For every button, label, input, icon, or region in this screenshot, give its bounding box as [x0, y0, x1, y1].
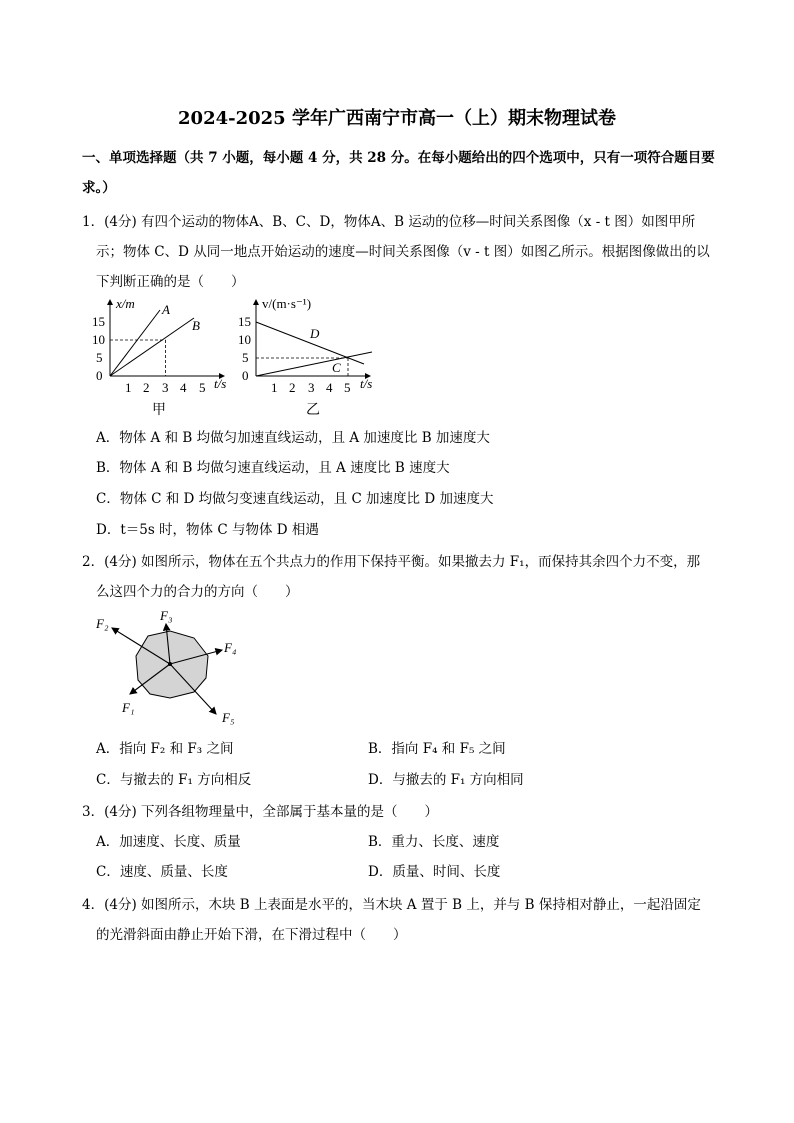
yi-ylabel: v/(m·s⁻¹) — [262, 296, 312, 311]
q2-option-d[interactable]: D．与撤去的 F₁ 方向相同 — [368, 772, 524, 788]
yi-xtick-1: 1 — [271, 380, 278, 395]
q1-option-a[interactable]: A．物体 A 和 B 均做匀加速直线运动，且 A 加速度比 B 加速度大 — [96, 430, 490, 446]
jia-line-a — [110, 310, 160, 376]
yi-ytick-15: 15 — [238, 314, 251, 329]
q1-stem-line1: 1．(4分) 有四个运动的物体A、B、C、D，物体A、B 运动的位移—时间关系图像（x - t 图）如图甲所 — [82, 214, 696, 230]
yi-xtick-2: 2 — [289, 380, 296, 395]
q2-stem-line1: 2．(4分) 如图所示，物体在五个共点力的作用下保持平衡。如果撤去力 F₁，而保持其余四个力不变，那 — [82, 554, 701, 570]
jia-ytick-0: 0 — [96, 368, 103, 383]
yi-line-c — [256, 352, 372, 376]
graph-jia — [88, 296, 248, 418]
force-f4-label: F₄ — [224, 640, 237, 655]
force-f1-label: F₁ — [122, 700, 135, 715]
yi-caption: 乙 — [306, 403, 320, 418]
jia-caption: 甲 — [152, 403, 166, 418]
q2-option-b[interactable]: B．指向 F₄ 和 F₅ 之间 — [368, 741, 506, 757]
yi-ytick-10: 10 — [238, 332, 251, 347]
q3-option-a[interactable]: A．加速度、长度、质量 — [96, 834, 241, 850]
q4-stem-line2: 的光滑斜面由静止开始下滑，在下滑过程中（ ） — [96, 927, 407, 943]
page-title: 2024-2025 学年广西南宁市高一（上）期末物理试卷 — [178, 108, 616, 129]
yi-ytick-0: 0 — [242, 368, 249, 383]
section-heading: 一、单项选择题（共 7 小题，每小题 4 分，共 28 分。在每小题给出的四个选项中，只有一项符合题目要 — [82, 150, 715, 166]
yi-xlabel: t/s — [360, 376, 373, 391]
jia-xtick-1: 1 — [125, 380, 132, 395]
yi-xtick-3: 3 — [308, 380, 315, 395]
jia-ytick-15: 15 — [92, 314, 105, 329]
jia-ytick-5: 5 — [96, 350, 103, 365]
q3-option-d[interactable]: D．质量、时间、长度 — [368, 864, 501, 880]
yi-label-c: C — [332, 360, 341, 375]
yi-xtick-4: 4 — [326, 380, 333, 395]
section-heading-cont: 求。） — [82, 180, 116, 196]
q1-option-d[interactable]: D．t＝5s 时，物体 C 与物体 D 相遇 — [96, 522, 319, 538]
force-diagram — [90, 606, 250, 728]
jia-label-b: B — [192, 318, 200, 333]
action-point — [168, 662, 172, 666]
jia-xtick-3: 3 — [162, 380, 169, 395]
q4-stem-line1: 4．(4分) 如图所示，木块 B 上表面是水平的，当木块 A 置于 B 上，并与 B 保持相对静止，一起沿固定 — [82, 897, 701, 913]
yi-xtick-5: 5 — [344, 380, 351, 395]
q2-stem-line2: 么这四个力的合力的方向（ ） — [96, 584, 299, 600]
q2-option-a[interactable]: A．指向 F₂ 和 F₃ 之间 — [96, 741, 234, 757]
q1-stem-line2: 示；物体 C、D 从同一地点开始运动的速度—时间关系图像（v - t 图）如图乙所示。根据图像做出的以 — [96, 244, 710, 260]
q3-stem: 3．(4分) 下列各组物理量中，全部属于基本量的是（ ） — [82, 804, 439, 820]
jia-xtick-4: 4 — [180, 380, 187, 395]
force-f5-label: F₅ — [222, 710, 235, 725]
yi-label-d: D — [310, 326, 320, 341]
q3-option-c[interactable]: C．速度、质量、长度 — [96, 864, 228, 880]
jia-xtick-5: 5 — [199, 380, 206, 395]
jia-xtick-2: 2 — [143, 380, 150, 395]
yi-ytick-5: 5 — [242, 350, 249, 365]
q1-stem-line3: 下判断正确的是（ ） — [96, 274, 245, 290]
q3-option-b[interactable]: B．重力、长度、速度 — [368, 834, 500, 850]
q1-option-b[interactable]: B．物体 A 和 B 均做匀速直线运动，且 A 速度比 B 速度大 — [96, 460, 450, 476]
force-f2-label: F₂ — [96, 616, 109, 631]
q2-option-c[interactable]: C．与撤去的 F₁ 方向相反 — [96, 772, 252, 788]
jia-label-a: A — [162, 302, 170, 317]
jia-line-b — [110, 318, 194, 376]
jia-ylabel: x/m — [116, 296, 135, 311]
jia-xlabel: t/s — [214, 376, 227, 391]
object-body — [136, 631, 208, 698]
force-f3-label: F₃ — [160, 608, 173, 623]
q1-option-c[interactable]: C．物体 C 和 D 均做匀变速直线运动，且 C 加速度比 D 加速度大 — [96, 491, 494, 507]
jia-ytick-10: 10 — [92, 332, 105, 347]
graph-yi — [232, 296, 392, 418]
